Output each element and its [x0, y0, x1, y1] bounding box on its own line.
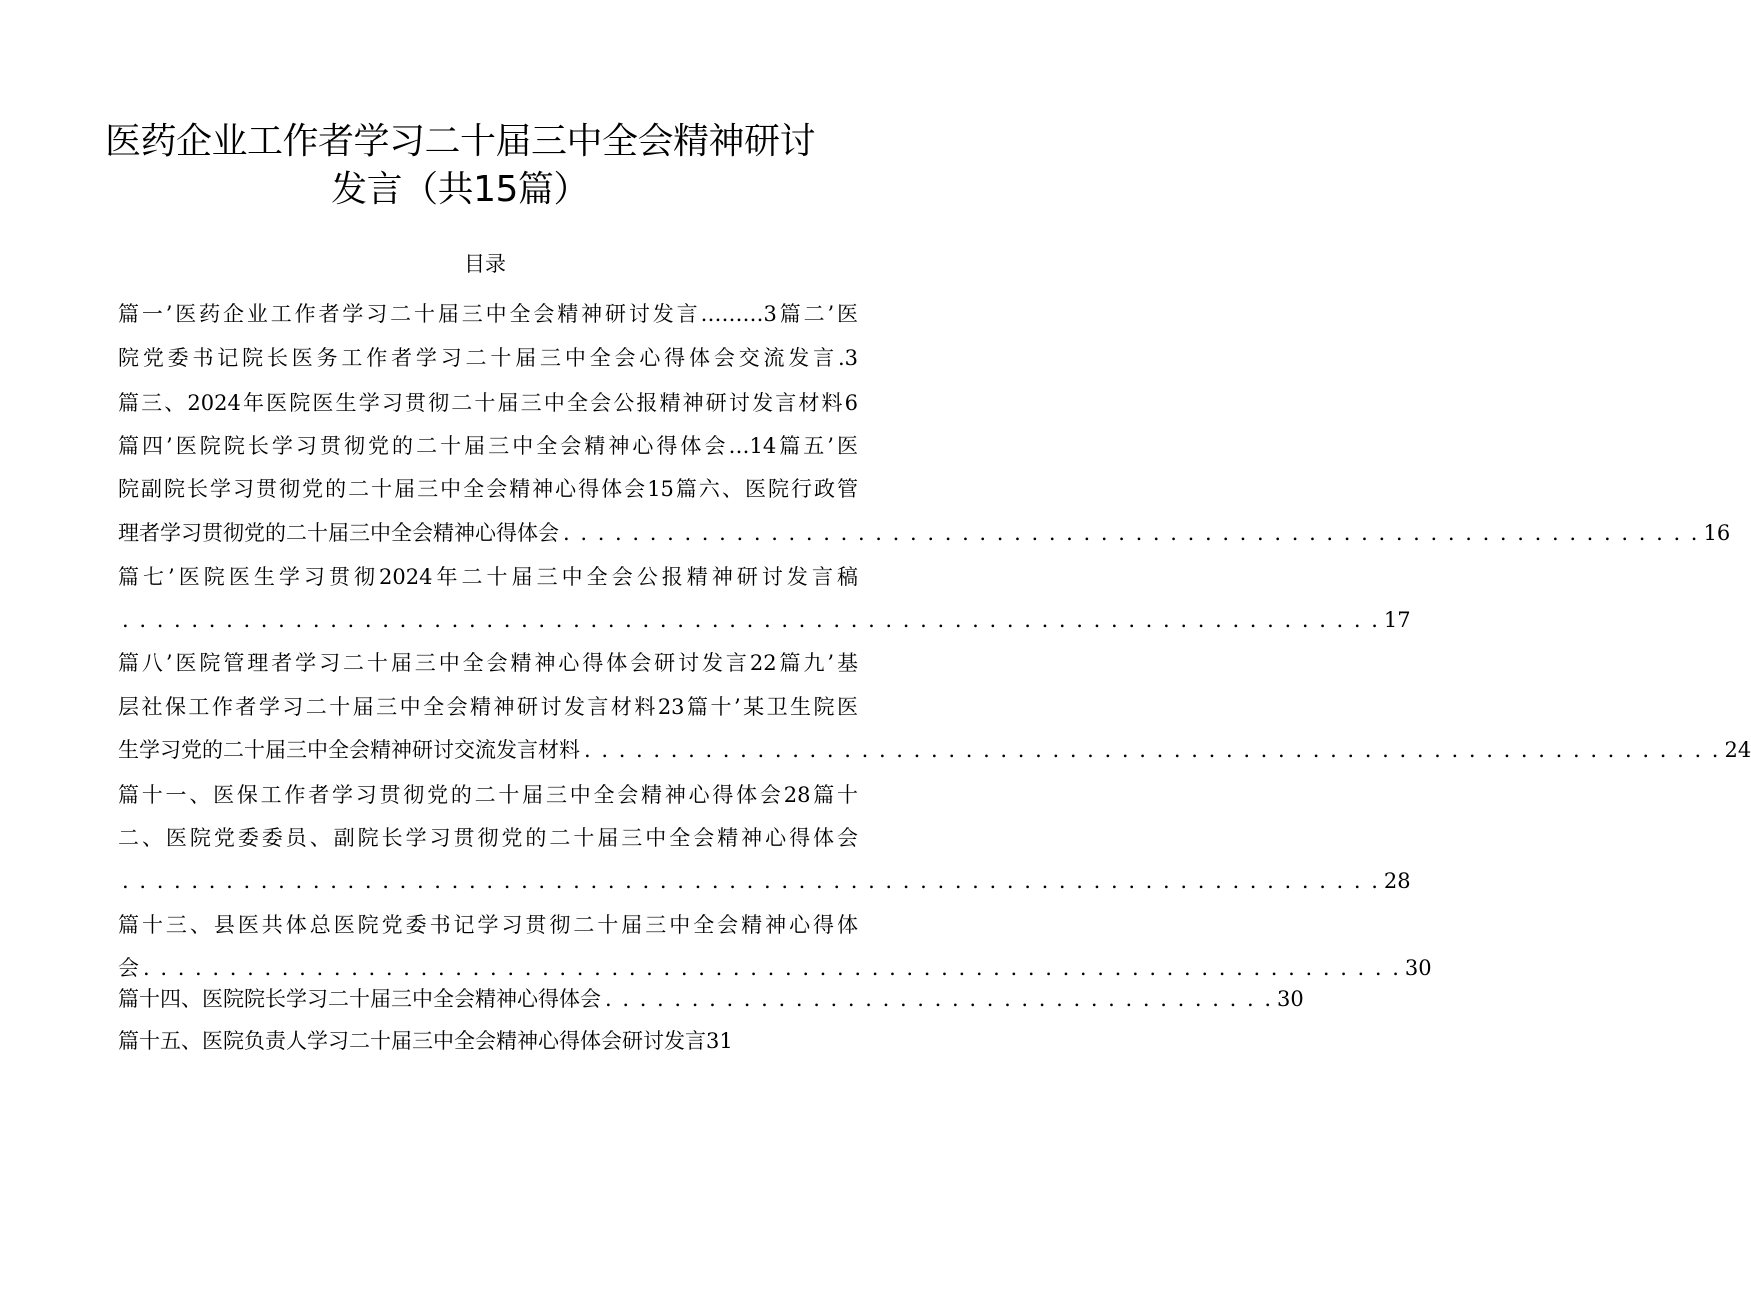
toc-page-number: 16 [1703, 521, 1731, 545]
toc-line [118, 977, 1304, 1021]
toc-line: 院党委书记院长医务工作者学习二十届三中全会心得体会交流发言.3 [118, 346, 858, 370]
toc-line: 篇十一、医保工作者学习贯彻党的二十届三中全会精神心得体会28篇十 [118, 783, 858, 807]
dot-leader: . . . . . . . . . . . . . . . . . . . . . . . . . . . . . . . . . . . . . . . . . . . . . . . . . . . . . . . . . . . . . . . . . . [563, 521, 1700, 545]
toc-line: 院副院长学习贯彻党的二十届三中全会精神心得体会15篇六、医院行政管 [118, 477, 858, 501]
dot-leader: . . . . . . . . . . . . . . . . . . . . . . . . . . . . . . . . . . . . . . . . . . . . . . . . . . . . . . . . . . . . . . . . . . [584, 738, 1721, 762]
toc-line [118, 598, 1411, 642]
toc-page-number: 28 [1383, 869, 1411, 893]
toc-page-number: 24 [1724, 738, 1751, 762]
toc-line: 篇十三、县医共体总医院党委书记学习贯彻二十届三中全会精神心得体 [118, 913, 858, 937]
toc-page-number: 17 [1383, 608, 1411, 632]
toc-line [118, 859, 1411, 903]
toc-line-text: 篇十四、医院院长学习二十届三中全会精神心得体会 [118, 987, 601, 1011]
toc-heading: 目录 [464, 252, 506, 276]
dot-leader: . . . . . . . . . . . . . . . . . . . . . . . . . . . . . . . . . . . . . . . [605, 987, 1273, 1011]
toc-line-text: 理者学习贯彻党的二十届三中全会精神心得体会 [118, 521, 559, 545]
toc-page-number: 30 [1404, 956, 1432, 980]
toc-line [118, 511, 1731, 555]
toc-line: 篇一’医药企业工作者学习二十届三中全会精神研讨发言………3篇二’医 [118, 302, 858, 326]
toc-line: 篇七’医院医生学习贯彻2024年二十届三中全会公报精神研讨发言稿 [118, 565, 858, 589]
toc-line [118, 728, 1751, 772]
toc-line-text: 生学习党的二十届三中全会精神研讨交流发言材料 [118, 738, 580, 762]
toc-line: 篇四’医院院长学习贯彻党的二十届三中全会精神心得体会…14篇五’医 [118, 434, 858, 458]
title-line-2: 发言（共15篇） [331, 169, 589, 210]
toc-line: 层社保工作者学习二十届三中全会精神研讨发言材料23篇十’某卫生院医 [118, 695, 858, 719]
dot-leader: . . . . . . . . . . . . . . . . . . . . . . . . . . . . . . . . . . . . . . . . . . . . . . . . . . . . . . . . . . . . . . . . . . . . . . . . . [122, 869, 1380, 893]
toc-line: 篇三、2024年医院医生学习贯彻二十届三中全会公报精神研讨发言材料6 [118, 391, 858, 415]
toc-page-number: 30 [1277, 987, 1304, 1011]
dot-leader: . . . . . . . . . . . . . . . . . . . . . . . . . . . . . . . . . . . . . . . . . . . . . . . . . . . . . . . . . . . . . . . . . . . . . . . . . [122, 608, 1380, 632]
toc-line: 二、医院党委委员、副院长学习贯彻党的二十届三中全会精神心得体会 [118, 826, 858, 850]
dot-leader: . . . . . . . . . . . . . . . . . . . . . . . . . . . . . . . . . . . . . . . . . . . . . . . . . . . . . . . . . . . . . . . . . . . . . . . . . [143, 956, 1401, 980]
title-line-1: 医药企业工作者学习二十届三中全会精神研讨 [104, 121, 815, 162]
toc-line: 篇八’医院管理者学习二十届三中全会精神心得体会研讨发言22篇九’基 [118, 651, 858, 675]
document-title [0, 118, 920, 214]
toc-line: 篇十五、医院负责人学习二十届三中全会精神心得体会研讨发言31 [118, 1029, 733, 1053]
toc-line-text: 会 [118, 956, 139, 980]
